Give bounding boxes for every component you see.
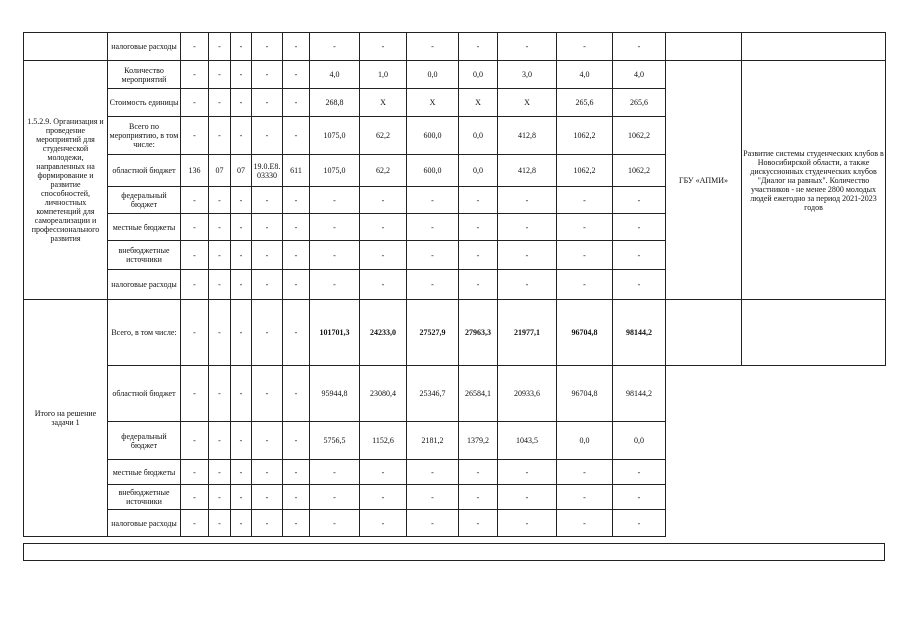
cell: 0,0 <box>459 61 498 89</box>
cell: - <box>360 214 407 241</box>
cell: - <box>459 241 498 270</box>
cell: - <box>209 214 231 241</box>
cell: - <box>459 510 498 537</box>
cell: X <box>459 89 498 117</box>
cell: - <box>498 33 557 61</box>
cell: - <box>613 270 666 300</box>
cell: 1152,6 <box>360 422 407 460</box>
cell: - <box>283 61 310 89</box>
cell: - <box>283 510 310 537</box>
empty-cell <box>666 422 886 460</box>
row-label: областной бюджет <box>108 155 181 187</box>
cell: - <box>252 214 283 241</box>
cell: 4,0 <box>613 61 666 89</box>
cell: 24233,0 <box>360 300 407 366</box>
cell: - <box>360 33 407 61</box>
cell: - <box>360 241 407 270</box>
cell: 611 <box>283 155 310 187</box>
cell: 26584,1 <box>459 366 498 422</box>
cell: 1075,0 <box>310 117 360 155</box>
executor-cell: ГБУ «АПМИ» <box>666 61 742 300</box>
table-row <box>24 422 886 460</box>
cell: - <box>407 485 459 510</box>
cell: - <box>613 33 666 61</box>
empty-cell <box>666 33 742 61</box>
row-label: федеральный бюджет <box>108 187 181 214</box>
cell: 1062,2 <box>557 155 613 187</box>
budget-table <box>23 32 886 537</box>
cell: - <box>360 485 407 510</box>
cell: - <box>181 460 209 485</box>
row-label: Стоимость единицы <box>108 89 181 117</box>
cell: 1379,2 <box>459 422 498 460</box>
cell: - <box>181 366 209 422</box>
cell: - <box>613 510 666 537</box>
cell: - <box>557 270 613 300</box>
cell: - <box>209 89 231 117</box>
cell: - <box>498 485 557 510</box>
cell: - <box>310 214 360 241</box>
cell: - <box>360 187 407 214</box>
cell: - <box>459 33 498 61</box>
cell: 5756,5 <box>310 422 360 460</box>
cell: - <box>181 485 209 510</box>
empty-cell <box>666 366 886 422</box>
cell: - <box>310 33 360 61</box>
cell: - <box>459 187 498 214</box>
cell: - <box>252 422 283 460</box>
cell: - <box>557 33 613 61</box>
cell: 265,6 <box>557 89 613 117</box>
cell: - <box>209 485 231 510</box>
row-label: областной бюджет <box>108 366 181 422</box>
cell: - <box>252 241 283 270</box>
cell: 265,6 <box>613 89 666 117</box>
cell: - <box>209 422 231 460</box>
cell: 27963,3 <box>459 300 498 366</box>
cell: - <box>310 270 360 300</box>
cell: - <box>252 61 283 89</box>
cell: - <box>459 460 498 485</box>
cell: 07 <box>231 155 252 187</box>
cell: - <box>498 214 557 241</box>
table-row <box>24 366 886 422</box>
cell: - <box>407 214 459 241</box>
cell: - <box>613 214 666 241</box>
cell: - <box>310 187 360 214</box>
cell: - <box>231 117 252 155</box>
cell: X <box>498 89 557 117</box>
table-row <box>24 300 886 366</box>
cell: 95944,8 <box>310 366 360 422</box>
row-label: налоговые расходы <box>108 33 181 61</box>
table-row <box>24 460 886 485</box>
cell: - <box>283 214 310 241</box>
cell: - <box>181 187 209 214</box>
cell: - <box>209 117 231 155</box>
row-label: федеральный бюджет <box>108 422 181 460</box>
cell: - <box>557 485 613 510</box>
cell: 4,0 <box>557 61 613 89</box>
cell: 268,8 <box>310 89 360 117</box>
cell: - <box>283 89 310 117</box>
cell: 0,0 <box>407 61 459 89</box>
empty-cell <box>742 33 886 61</box>
cell: - <box>498 510 557 537</box>
cell: 0,0 <box>613 422 666 460</box>
cell: 4,0 <box>310 61 360 89</box>
cell: - <box>407 187 459 214</box>
cell: - <box>252 270 283 300</box>
cell: 3,0 <box>498 61 557 89</box>
cell: 27527,9 <box>407 300 459 366</box>
cell: - <box>231 485 252 510</box>
cell: - <box>557 460 613 485</box>
cell: - <box>231 33 252 61</box>
cell: 21977,1 <box>498 300 557 366</box>
cell: - <box>252 485 283 510</box>
cell: - <box>209 270 231 300</box>
cell: - <box>181 300 209 366</box>
cell: - <box>209 366 231 422</box>
cell: 62,2 <box>360 155 407 187</box>
cell: - <box>613 187 666 214</box>
cell: - <box>283 241 310 270</box>
cell: 1062,2 <box>613 155 666 187</box>
row-label: внебюджетные источники <box>108 485 181 510</box>
cell: - <box>231 270 252 300</box>
cell: - <box>283 460 310 485</box>
empty-cell <box>666 510 886 537</box>
cell: - <box>613 460 666 485</box>
cell: 1062,2 <box>613 117 666 155</box>
cell: - <box>209 61 231 89</box>
cell: - <box>557 241 613 270</box>
cell: - <box>231 366 252 422</box>
cell: - <box>283 117 310 155</box>
cell: - <box>209 241 231 270</box>
cell: 412,8 <box>498 155 557 187</box>
row-label: местные бюджеты <box>108 214 181 241</box>
cell: - <box>407 33 459 61</box>
cell: 412,8 <box>498 117 557 155</box>
cell: - <box>557 510 613 537</box>
cell: 98144,2 <box>613 366 666 422</box>
cell: - <box>498 460 557 485</box>
cell: - <box>209 187 231 214</box>
cell: - <box>252 510 283 537</box>
cell: - <box>231 89 252 117</box>
cell: - <box>283 485 310 510</box>
cell: - <box>231 187 252 214</box>
table-row <box>24 33 886 61</box>
cell: - <box>283 422 310 460</box>
cell: - <box>310 485 360 510</box>
total-name: Итого на решение задачи 1 <box>24 300 108 537</box>
cell: - <box>252 460 283 485</box>
cell: - <box>231 241 252 270</box>
cell: - <box>181 422 209 460</box>
cell: X <box>360 89 407 117</box>
cell: - <box>283 366 310 422</box>
row-label: Количество мероприятий <box>108 61 181 89</box>
cell: 1,0 <box>360 61 407 89</box>
cell: 20933,6 <box>498 366 557 422</box>
cell: - <box>407 510 459 537</box>
cell: 25346,7 <box>407 366 459 422</box>
cell: - <box>231 422 252 460</box>
cell: 1062,2 <box>557 117 613 155</box>
cell: 600,0 <box>407 155 459 187</box>
cell: - <box>283 270 310 300</box>
row-label: местные бюджеты <box>108 460 181 485</box>
row-label: внебюджетные источники <box>108 241 181 270</box>
cell: - <box>310 460 360 485</box>
empty-cell <box>742 300 886 366</box>
cell: 0,0 <box>557 422 613 460</box>
row-label: налоговые расходы <box>108 270 181 300</box>
table-row <box>24 61 886 89</box>
cell: 19.0.E8.03330 <box>252 155 283 187</box>
cell: - <box>181 510 209 537</box>
row-label: налоговые расходы <box>108 510 181 537</box>
cell: 96704,8 <box>557 300 613 366</box>
cell: - <box>252 117 283 155</box>
cell: - <box>252 187 283 214</box>
cell: - <box>181 241 209 270</box>
cell: - <box>252 89 283 117</box>
row-label: Всего по мероприятию, в том числе: <box>108 117 181 155</box>
cell: - <box>283 187 310 214</box>
cell: - <box>209 300 231 366</box>
cell: - <box>181 117 209 155</box>
cell: - <box>360 270 407 300</box>
activity-name: 1.5.2.9. Организация и проведение мероприятий для студенческой молодежи, направленных на формирование и развитие способностей, личностных компетенций для самореализации и профессионального развития <box>24 61 108 300</box>
cell: - <box>231 300 252 366</box>
cell: - <box>283 300 310 366</box>
cell: - <box>310 241 360 270</box>
cell: - <box>209 33 231 61</box>
empty-cell <box>666 485 886 510</box>
cell: - <box>407 460 459 485</box>
cell: - <box>498 241 557 270</box>
cell: - <box>252 366 283 422</box>
cell: - <box>181 214 209 241</box>
cell: - <box>498 270 557 300</box>
cell: - <box>459 214 498 241</box>
cell: - <box>360 510 407 537</box>
cell: 1075,0 <box>310 155 360 187</box>
cell: - <box>252 300 283 366</box>
cell: 96704,8 <box>557 366 613 422</box>
cell: - <box>181 89 209 117</box>
cell: 600,0 <box>407 117 459 155</box>
cell: 0,0 <box>459 117 498 155</box>
cell: - <box>407 270 459 300</box>
cell: - <box>209 510 231 537</box>
cell: - <box>557 214 613 241</box>
cell: - <box>459 270 498 300</box>
row-label: Всего, в том числе: <box>108 300 181 366</box>
cell: 101701,3 <box>310 300 360 366</box>
cell: 62,2 <box>360 117 407 155</box>
cell: X <box>407 89 459 117</box>
cell: - <box>407 241 459 270</box>
cell: - <box>283 33 310 61</box>
cell: - <box>231 214 252 241</box>
empty-cell <box>24 33 108 61</box>
cell: 0,0 <box>459 155 498 187</box>
cell: - <box>613 241 666 270</box>
cell: - <box>360 460 407 485</box>
cell: 98144,2 <box>613 300 666 366</box>
cell: - <box>181 61 209 89</box>
table-row <box>24 510 886 537</box>
cell: - <box>209 460 231 485</box>
cell: 136 <box>181 155 209 187</box>
empty-cell <box>666 460 886 485</box>
cell: 2181,2 <box>407 422 459 460</box>
cell: - <box>231 460 252 485</box>
cell: - <box>231 510 252 537</box>
cell: - <box>613 485 666 510</box>
cell: - <box>181 270 209 300</box>
cell: 23080,4 <box>360 366 407 422</box>
table-footer-row <box>23 543 885 561</box>
empty-cell <box>666 300 742 366</box>
cell: - <box>557 187 613 214</box>
table-row <box>24 485 886 510</box>
cell: - <box>231 61 252 89</box>
cell: - <box>252 33 283 61</box>
cell: - <box>498 187 557 214</box>
result-cell: Развитие системы студенческих клубов в Новосибирской области, а также дискуссионных студенческих клубов "Диалог на равных". Количество участников - не менее 2800 молодых людей ежегодно за период 2021-2023 годов <box>742 61 886 300</box>
cell: 07 <box>209 155 231 187</box>
cell: - <box>181 33 209 61</box>
cell: - <box>459 485 498 510</box>
cell: 1043,5 <box>498 422 557 460</box>
cell: - <box>310 510 360 537</box>
